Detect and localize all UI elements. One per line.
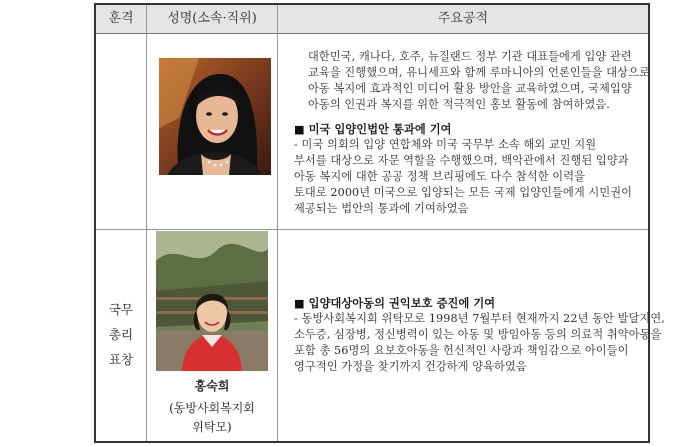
detail-line: 토대로 2000년 미국으로 입양되는 모든 국제 입양인들에게 시민권이 [294,186,633,199]
detail-line: 부서를 대상으로 자문 역할을 수행했으며, 백악관에서 진행된 입양과 [294,154,629,167]
intro-line: 아동 복지에 효과적인 미디어 활용 방안을 교육하였으며, 국제입양 [308,82,632,95]
detail-line: 소두증, 심장병, 정신병력이 있는 아동 및 방임아동 등의 의료적 취약아동을 [294,328,662,341]
awardee-affiliation-line: 위탁모) [192,420,232,434]
awardee-name: 홍숙희 [194,379,230,393]
award-line: 표창 [108,352,134,367]
intro-line: 아동의 인권과 복지를 위한 적극적인 홍보 활동에 참여하였음. [308,98,610,111]
column-divider [146,5,147,441]
column-divider [277,5,278,441]
header-award: 훈격 [108,11,134,26]
awardee-affiliation-line: (동방사회복지회 [169,401,255,415]
award-table [94,3,665,443]
intro-line: 교육을 진행했으며, 유니세프와 함께 루마니아의 언론인들을 대상으로 [308,66,650,79]
achievement-heading-2: ■ 입양대상아동의 권익보호 증진에 기여 [294,296,496,310]
portrait-photo-2 [156,231,268,371]
award-line: 국무 [108,302,134,317]
detail-line: 아동 복지에 대한 공공 정책 브리핑에도 다수 참석한 이력을 [294,170,586,183]
header-name: 성명(소속·직위) [167,11,257,26]
header-achievement: 주요공적 [437,11,489,26]
table-header [96,5,648,34]
detail-line: 포함 총 56명의 요보호아동을 헌신적인 사랑과 책임감으로 아이들이 [294,344,629,357]
detail-line: - 동방사회복지회 위탁모로 1998년 7월부터 현재까지 22년 동안 발달지연, [294,312,665,325]
detail-line: 제공되는 법안의 통과에 기여하였음 [294,202,469,215]
detail-line: - 미국 의회의 입양 연합체와 미국 국무부 소속 해외 교민 지원 [294,138,597,151]
detail-line: 영구적인 가정을 찾기까지 건강하게 양육하였음 [294,360,527,373]
intro-line: 대한민국, 캐나다, 호주, 뉴질랜드 정부 기관 대표들에게 입양 관련 [308,50,632,63]
portrait-photo-1 [159,58,271,175]
row-divider [96,229,648,230]
award-line: 총리 [108,327,134,342]
achievement-heading-1: ■ 미국 입양인법안 통과에 기여 [294,122,452,136]
award-type [96,297,146,372]
